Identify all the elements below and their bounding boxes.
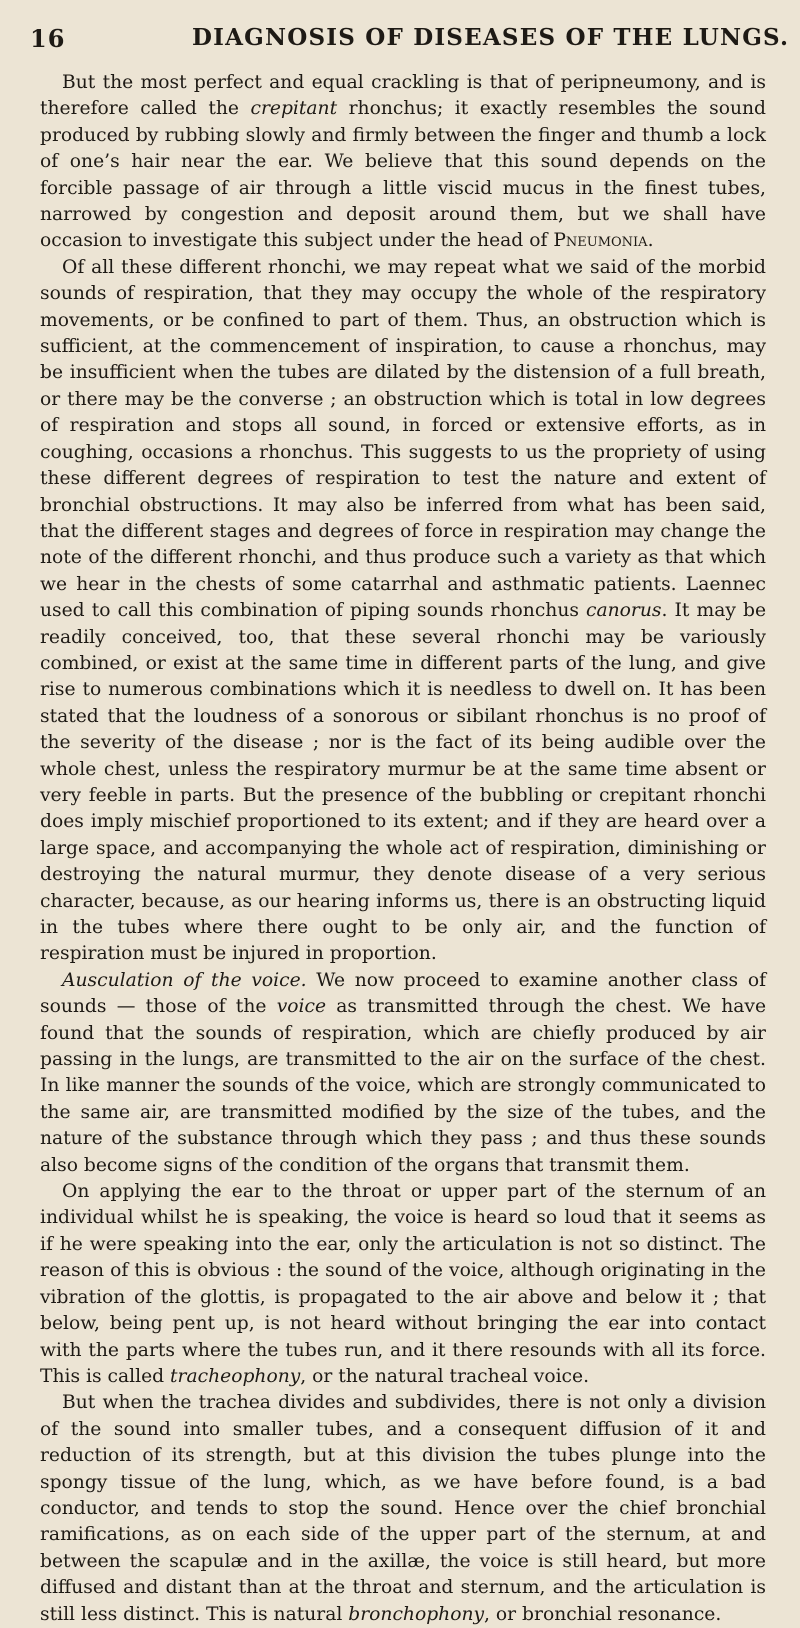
body-text (40, 70, 766, 1628)
italic-term: crepitant (250, 98, 338, 120)
text-run: . It may be readily conceived, too, that these several rhonchi may be variously combined, or exist at the same time in different parts of the lung, and give rise to numerous combinations which it is needless to dwell on. It has been stated that the loudness of a sonorous or sibilant rhonchus is no proof of the severity of the disease ; nor is the fact of its being audible over the whole chest, unless the respiratory murmur be at the same time absent or very feeble in parts. But the presence of the bubbling or crepitant rhonchi does imply mischief proportioned to its extent; and if they are heard over a large space, and accompanying the whole act of respiration, diminishing or destroying the natural murmur, they denote disease of a very serious character, because, as our hearing informs us, there is an obstructing liquid in the tubes where there ought to be only air, and the function of respiration must be injured in proportion. (40, 600, 766, 965)
page-header (30, 24, 790, 56)
paragraph-crepitant-rhonchus (40, 70, 766, 255)
text-run: rhonchus; it exactly resembles the sound produced by rubbing slowly and firmly between the finger and thumb a lock of one’s hair near the ear. We believe that this sound depends on the forcible passage of air through a little viscid mucus in the finest tubes, narrowed by congestion and deposit around them, but we shall have occasion to investigate this subject under the head of (40, 98, 766, 252)
text-run: We now proceed to examine another class of sounds — those of the (40, 969, 766, 1018)
text-run: as transmitted through the chest. We have found that the sounds of respiration, which are chiefly produced by air passing in the lungs, are transmitted to the air on the surface of the chest. In like manner the sounds of the voice, which are strongly communicated to the same air, are transmitted modified by the size of the tubes, and the nature of the substance through which they pass ; and thus these sounds also become signs of the condition of the organs that transmit them. (40, 996, 767, 1176)
text-run: But when the trachea divides and subdivides, there is not only a division of the sound into smaller tubes, and a consequent diffusion of it and reduction of its strength, but at this division the tubes plunge into the spongy tissue of the lung, which, as we have before found, is a bad conductor, and tends to stop the sound. Hence over the chief bronchial ramifications, as on each side of the upper part of the sternum, at and between the scapulæ and in the axillæ, the voice is still heard, but more diffused and distant than at the throat and sternum, and the articulation is still less distinct. This is natural (40, 1392, 766, 1625)
paragraph-different-rhonchi (40, 255, 766, 968)
text-run: . (647, 230, 654, 252)
italic-term: voice (276, 996, 326, 1018)
page-number: 16 (30, 24, 66, 53)
small-caps-heading-ref: Pneumonia (553, 230, 648, 252)
text-run: But the most perfect and equal crackling is that of peripneumony, and is therefore called the (40, 72, 766, 120)
text-run: Laennec used to call this combination of piping sounds rhonchus (40, 573, 766, 622)
running-title: DIAGNOSIS OF DISEASES OF THE LUNGS. (192, 24, 790, 51)
paragraph-auscultation-voice (40, 968, 766, 1179)
italic-term: tracheophony (170, 1365, 301, 1387)
paragraph-tracheophony (40, 1179, 766, 1390)
text-run: Of all these different rhonchi, we may repeat what we said of the morbid sounds of respiration, that they may occupy the whole of the respiratory movements, or be confined to part of them. Thus, an obstruction which is sufficient, at the commencement of inspiration, to cause a rhonchus, may be insufficient when the tubes are dilated by the distension of a full breath, or there may be the converse ; an obstruction which is total in low degrees of respiration and stops all sound, in forced or extensive efforts, as in coughing, occasions a rhonchus. This suggests to us the propriety of using these different degrees of respiration to test the nature and extent of bronchial obstructions. It may also be inferred from what has been said, that the different stages and degrees of force in respiration may change the note of the different rhonchi, and thus produce such a variety as that which we hear in the chests of some catarrhal and asthmatic patients. (40, 256, 766, 595)
text-run: On applying the ear to the throat or upper part of the sternum of an individual whilst he is speaking, the voice is heard so loud that it seems as if he were speaking into the ear, only the articulation is not so distinct. The reason of this is obvious : the sound of the voice, although originating in the vibration of the glottis, is propagated to the air above and below it ; that below, being pent up, is not heard without bringing the ear into contact with the parts where the tubes run, and it there resounds with all its force. This is called (40, 1181, 766, 1387)
text-run: , or bronchial resonance. (484, 1603, 722, 1625)
paragraph-bronchophony (40, 1390, 766, 1628)
italic-term: canorus (586, 600, 662, 622)
italic-term: bronchophony (348, 1603, 485, 1625)
section-heading-italic: Ausculation of the voice. (62, 969, 307, 991)
text-run: , or the natural tracheal voice. (300, 1365, 590, 1387)
